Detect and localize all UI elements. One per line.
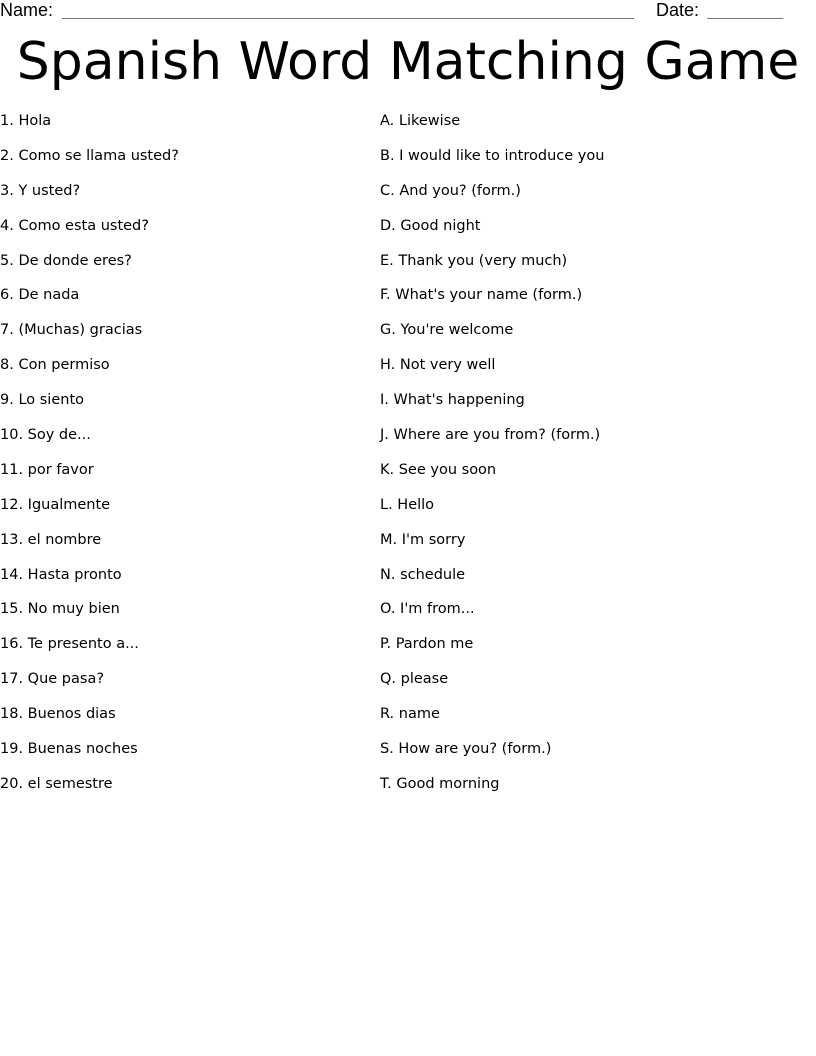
spanish-term-item: 8. Con permiso	[0, 357, 110, 374]
spanish-term-item: 15. No muy bien	[0, 601, 120, 618]
english-definition-item: T. Good morning	[380, 775, 500, 792]
spanish-term-item: 1. Hola	[0, 113, 52, 129]
english-definition-item: H. Not very well	[380, 357, 496, 374]
spanish-term-item: 7. (Muchas) gracias	[0, 322, 143, 339]
english-definition-item: M. I'm sorry	[380, 531, 466, 548]
english-definition-item: O. I'm from...	[380, 601, 475, 618]
english-definition-item: F. What's your name (form.)	[380, 287, 583, 304]
english-definition-item: B. I would like to introduce you	[380, 147, 605, 164]
english-definition-item: I. What's happening	[380, 392, 525, 409]
spanish-term-item: 17. Que pasa?	[0, 671, 105, 688]
worksheet-header	[0, 0, 816, 22]
english-definition-item: K. See you soon	[380, 461, 497, 478]
spanish-term-item: 4. Como esta usted?	[0, 217, 149, 234]
english-definition-item: N. schedule	[380, 566, 466, 583]
english-definition-item: G. You're welcome	[380, 322, 514, 339]
english-definition-item: C. And you? (form.)	[380, 182, 521, 199]
spanish-term-item: 19. Buenas noches	[0, 741, 138, 758]
english-definition-item: D. Good night	[380, 217, 481, 234]
name-blank-line[interactable]	[62, 18, 634, 19]
spanish-term-item: 11. por favor	[0, 461, 94, 478]
english-definition-item: Q. please	[380, 671, 449, 688]
english-definition-item: L. Hello	[380, 496, 435, 513]
english-definition-item: S. How are you? (form.)	[380, 741, 552, 758]
english-definition-item: R. name	[380, 706, 440, 723]
spanish-term-item: 14. Hasta pronto	[0, 566, 122, 583]
english-definition-item: E. Thank you (very much)	[380, 252, 568, 269]
spanish-term-item: 18. Buenos dias	[0, 706, 116, 723]
english-definition-item: A. Likewise	[380, 113, 461, 129]
date-label: Date:	[656, 0, 700, 20]
spanish-term-item: 2. Como se llama usted?	[0, 147, 179, 164]
spanish-term-item: 3. Y usted?	[0, 182, 81, 199]
spanish-term-item: 16. Te presento a...	[0, 636, 139, 653]
spanish-term-item: 6. De nada	[0, 287, 80, 304]
spanish-term-item: 12. Igualmente	[0, 496, 111, 513]
page-title: Spanish Word Matching Game	[16, 32, 800, 92]
date-blank-line[interactable]	[707, 18, 783, 19]
spanish-term-item: 20. el semestre	[0, 775, 113, 792]
spanish-term-item: 9. Lo siento	[0, 392, 84, 409]
spanish-term-item: 5. De donde eres?	[0, 252, 132, 269]
english-definition-item: P. Pardon me	[380, 636, 474, 653]
name-label: Name:	[0, 0, 54, 20]
spanish-term-item: 10. Soy de...	[0, 427, 91, 444]
english-definitions-list	[380, 112, 800, 810]
english-definition-item: J. Where are you from? (form.)	[380, 427, 601, 444]
spanish-term-item: 13. el nombre	[0, 531, 102, 548]
spanish-terms-list	[0, 112, 360, 810]
